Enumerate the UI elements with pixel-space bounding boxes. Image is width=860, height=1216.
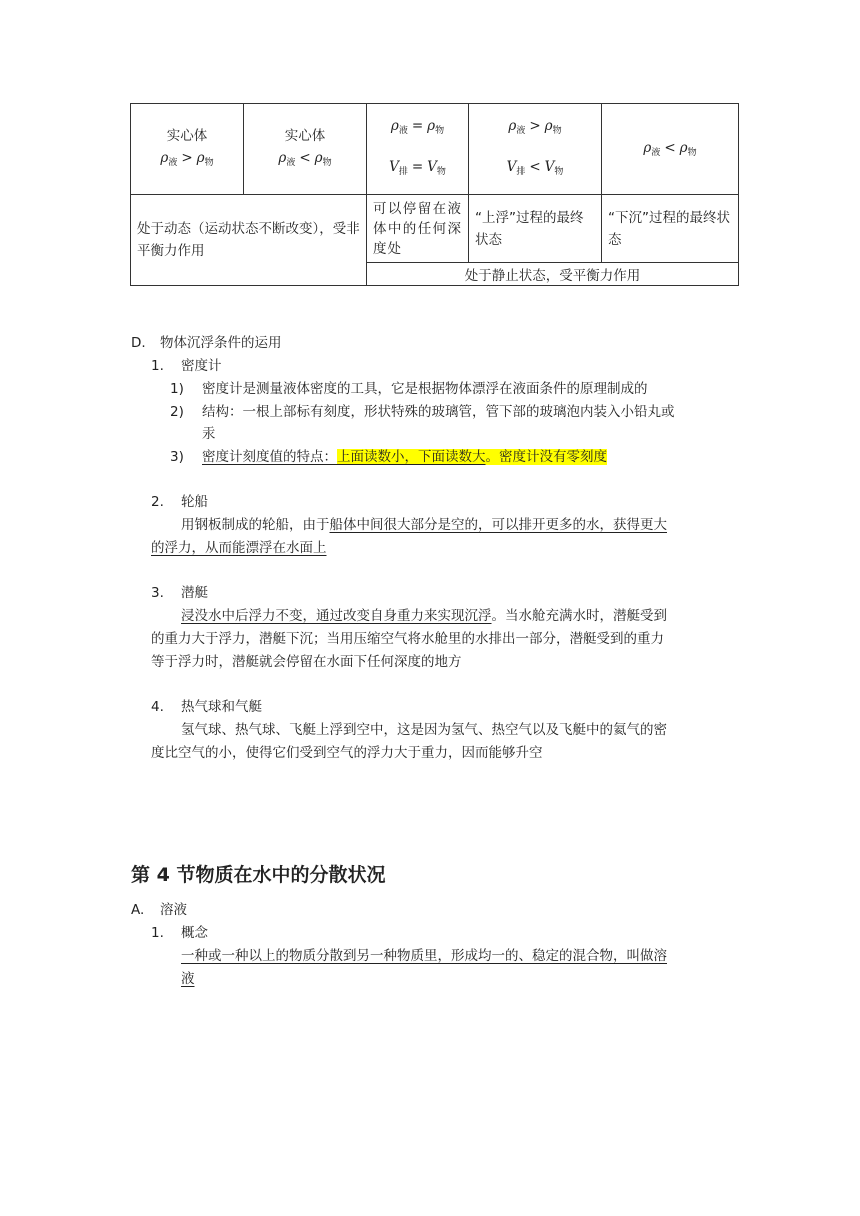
ship-title: 轮船 (181, 494, 208, 510)
formula: $V_排 = V_物$ (389, 159, 446, 177)
balloon-title: 热气球和气艇 (181, 699, 262, 715)
section-a-marker: A. (131, 902, 145, 918)
list-marker: 1. (151, 358, 164, 374)
buoyancy-conditions-table (130, 103, 739, 286)
list-marker: 2) (170, 404, 184, 420)
submarine-text: 浸没水中后浮力不变，通过改变自身重力来实现沉浮。当水舱充满水时，潜艇受到 (181, 608, 667, 624)
cell-suspend-condition (367, 104, 469, 195)
table-row (131, 104, 739, 195)
list-marker: 2. (151, 494, 164, 510)
list-marker: 3) (170, 449, 184, 465)
ship-text-cont: 的浮力，从而能漂浮在水面上 (151, 540, 327, 556)
hydrometer-structure: 结构：一根上部标有刻度，形状特殊的玻璃管，管下部的玻璃泡内装入小铅丸或 (202, 404, 675, 420)
table-row (131, 195, 739, 263)
list-marker: 1) (170, 381, 184, 397)
cell-suspend-state: 可以停留在液体中的任何深度处 (367, 195, 469, 263)
list-marker: 4. (151, 699, 164, 715)
section-heading: 第 4 节物质在水中的分散状况 (131, 864, 386, 886)
balloon-text: 氢气球、热气球、飞艇上浮到空中，这是因为氢气、热空气以及飞艇中的氦气的密 (181, 722, 667, 738)
cell-sinking-condition (602, 104, 739, 195)
cell-static-state: 处于静止状态，受平衡力作用 (367, 263, 739, 286)
cell-label: 实心体 (166, 127, 208, 144)
hydrometer-principle: 密度计是测量液体密度的工具，它是根据物体漂浮在液面条件的原理制成的 (202, 381, 648, 397)
submarine-text-cont: 的重力大于浮力，潜艇下沉；当用压缩空气将水舱里的水排出一部分，潜艇受到的重力 (151, 631, 664, 647)
formula: $\rho_液 > \rho_物$ (160, 149, 214, 168)
cell-float-state: “上浮”过程的最终状态 (469, 195, 602, 263)
list-marker: 3. (151, 585, 164, 601)
hydrometer-structure-cont: 汞 (202, 426, 216, 442)
list-marker: 1. (151, 925, 164, 941)
solution-definition-cont: 液 (181, 971, 195, 987)
cell-rising-condition (469, 104, 602, 195)
solution-title: 溶液 (160, 902, 187, 918)
ship-text: 用钢板制成的轮船，由于船体中间很大部分是空的，可以排开更多的水，获得更大 (181, 517, 667, 533)
hydrometer-scale-feature: 密度计刻度值的特点：上面读数小，下面读数大。密度计没有零刻度 (202, 449, 607, 465)
cell-sink-state: “下沉”过程的最终状态 (602, 195, 739, 263)
highlighted-text: 。密度计没有零刻度 (485, 449, 607, 465)
cell-float-condition (244, 104, 367, 195)
hydrometer-title: 密度计 (181, 358, 222, 374)
formula: $\rho_液 < \rho_物$ (278, 149, 332, 168)
submarine-title: 潜艇 (181, 585, 208, 601)
formula: $\rho_液 < \rho_物$ (643, 140, 697, 158)
concept-title: 概念 (181, 925, 208, 941)
cell-dynamic-state: 处于动态（运动状态不断改变），受非平衡力作用 (131, 195, 367, 286)
section-d-title: 物体沉浮条件的运用 (160, 335, 282, 351)
cell-label: 实心体 (284, 127, 326, 144)
section-d-marker: D. (131, 335, 146, 351)
cell-sink-condition (131, 104, 244, 195)
formula: $V_排 < V_物$ (506, 159, 564, 177)
formula: $\rho_液 = \rho_物$ (390, 118, 445, 136)
solution-definition: 一种或一种以上的物质分散到另一种物质里，形成均一的、稳定的混合物，叫做溶 (181, 948, 667, 964)
formula: $\rho_液 > \rho_物$ (508, 118, 562, 136)
balloon-text-cont: 度比空气的小，使得它们受到空气的浮力大于重力，因而能够升空 (151, 745, 543, 761)
submarine-text-cont: 等于浮力时，潜艇就会停留在水面下任何深度的地方 (151, 654, 462, 670)
highlighted-text: 上面读数小，下面读数大 (337, 449, 486, 465)
